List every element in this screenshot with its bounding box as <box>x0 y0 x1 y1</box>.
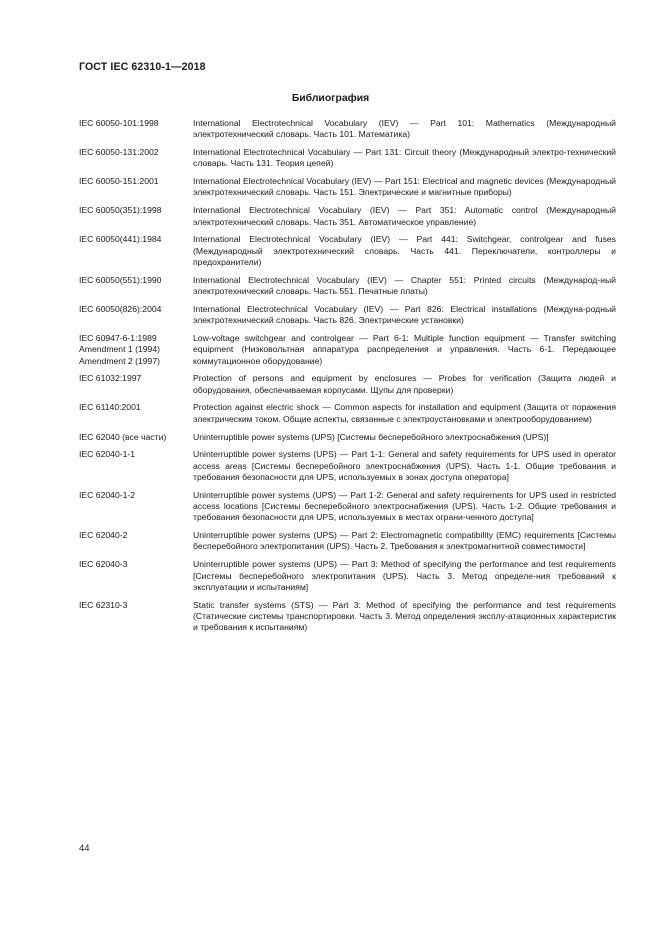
reference-code <box>79 559 193 593</box>
reference-code-line: IEC 61140:2001 <box>79 402 141 413</box>
reference-description: Uninterruptible power systems (UPS) — Part 3: Method of specifying the performance and test requirements [Системы бесперебойного электропитания (UPS). Часть 3. Метод определе-ния требований к эксплуатации и испытаниям] <box>193 559 616 592</box>
reference-code-line: IEC 62040-2 <box>79 530 128 541</box>
reference-code-line: IEC 60050(826):2004 <box>79 303 162 314</box>
bibliography-title: Библиография <box>291 93 370 104</box>
bibliography-entry <box>79 205 616 228</box>
reference-description: International Electrotechnical Vocabulary (IEV) — Part 826: Electrical installations (Междуна-родный электротехнический словарь. Часть 826. Электрические установки) <box>193 303 616 326</box>
bibliography-entry <box>79 304 616 327</box>
page-number: 44 <box>79 843 90 854</box>
bibliography-entry <box>79 432 616 443</box>
bibliography-entry <box>79 147 616 170</box>
reference-description: Uninterruptible power systems (UPS) [Системы бесперебойного электроснабжения (UPS)] <box>193 431 549 442</box>
reference-code <box>79 205 193 228</box>
reference-code <box>79 275 193 298</box>
reference-code <box>79 600 193 634</box>
reference-description: International Electrotechnical Vocabulary (IEV) — Part 351: Automatic control (Международный электротехнический словарь. Часть 351. Автоматическое управление) <box>193 205 616 227</box>
bibliography-entry <box>79 275 616 298</box>
reference-code <box>79 402 193 425</box>
reference-description: International Electrotechnical Vocabulary (IEV) — Part 151: Electrical and magnetic devices (Международный электротехнический словарь. Часть 151. Электрические и магнитные приборы) <box>193 176 616 198</box>
document-header: ГОСТ IEC 62310-1—2018 <box>79 61 206 73</box>
bibliography-entry <box>79 373 616 396</box>
reference-description: International Electrotechnical Vocabulary (IEV) — Part 441: Switchgear, controlgear and fuses (Международный электротехнический словарь. Часть 441. Переключатели, контроллеры и предохранители) <box>193 234 616 267</box>
bibliography-list <box>79 118 616 640</box>
bibliography-entry <box>79 402 616 425</box>
reference-code <box>79 176 193 199</box>
reference-code <box>79 530 193 553</box>
reference-code-line: IEC 60050-131:2002 <box>79 147 159 158</box>
reference-code <box>79 432 193 443</box>
reference-description: Low-voltage switchgear and controlgear — Part 6-1: Multiple function equipment — Transfer switching equipment (Низковольтная аппаратура распределения и управления. Часть 6-1. Передающее коммутационное оборудование) <box>193 332 616 366</box>
reference-code-line: IEC 60050(551):1990 <box>79 274 162 285</box>
reference-description: Uninterruptible power systems (UPS) — Part 1-2: General and safety requirements for UPS used in restricted access locations [Системы бесперебойного электроснабжения (UPS). Часть 1-2. Общие требования и требования безопасности для UPS, используемых в местах ограни-ченного доступа] <box>193 489 616 523</box>
bibliography-entry <box>79 559 616 593</box>
reference-code-line: IEC 62040-3 <box>79 559 128 570</box>
reference-code-line: IEC 60050(441):1984 <box>79 234 162 245</box>
reference-code <box>79 118 193 141</box>
reference-code-line: IEC 60050(351):1998 <box>79 205 162 216</box>
reference-code <box>79 333 193 367</box>
bibliography-entry <box>79 333 616 367</box>
bibliography-entry <box>79 234 616 268</box>
bibliography-entry <box>79 176 616 199</box>
bibliography-entry <box>79 530 616 553</box>
reference-code <box>79 490 193 524</box>
reference-code-line: IEC 60050-151:2001 <box>79 176 159 187</box>
reference-code-line: IEC 62040-1-2 <box>79 489 136 500</box>
bibliography-entry <box>79 490 616 524</box>
reference-description: Static transfer systems (STS) — Part 3: Method of specifying the performance and test requirements (Статические системы транспортировки. Часть 3. Метод определения эксплу-атационных характеристик и требования к испытаниям) <box>193 599 616 633</box>
reference-description: International Electrotechnical Vocabulary — Part 131: Circuit theory (Международный электро-технический словарь. Часть 131. Теория цепей) <box>193 147 616 169</box>
reference-code-line: IEC 62040 (все части) <box>79 431 167 442</box>
reference-code-line: Amendment 1 (1994) <box>79 344 161 355</box>
reference-description: Uninterruptible power systems (UPS) — Part 1-1: General and safety requirements for UPS used in operator access areas [Системы бесперебойного электроснабжения (UPS). Часть 1-1. Общие требования и требования безопасности для UPS, используемых в зонах доступа оператора] <box>193 449 616 482</box>
reference-code <box>79 234 193 268</box>
reference-code-line: IEC 61032:1997 <box>79 373 142 384</box>
reference-code <box>79 373 193 396</box>
reference-code <box>79 304 193 327</box>
reference-description: International Electrotechnical Vocabulary (IEV) — Chapter 551: Printed circuits (Международ-ный электротехнический словарь. Часть 551. Печатные платы) <box>193 274 616 297</box>
reference-description: Uninterruptible power systems (UPS) — Part 2: Electromagnetic compatibility (EMC) requirements [Системы бесперебойного электропитания (UPS). Часть 2. Требования к электромагнитной совместимости] <box>193 530 616 552</box>
reference-code-line: IEC 62310-3 <box>79 599 128 610</box>
reference-description: Protection against electric shock — Common aspects for installation and equipment (Защита от поражения электрическим током. Общие аспекты, связанные с электроустановками и электрооборудованием) <box>193 402 616 424</box>
bibliography-entry <box>79 118 616 141</box>
reference-code-line: IEC 60050-101:1998 <box>79 118 159 128</box>
bibliography-entry <box>79 600 616 634</box>
reference-description: International Electrotechnical Vocabulary (IEV) — Part 101: Mathematics (Международный электротехнический словарь. Часть 101. Математика) <box>193 118 616 140</box>
reference-code <box>79 147 193 170</box>
reference-code <box>79 449 193 483</box>
reference-code-line: IEC 62040-1-1 <box>79 449 136 460</box>
reference-description: Protection of persons and equipment by enclosures — Probes for verification (Защита людей и оборудования, обеспечиваемая корпусами. Щупы для проверки) <box>193 373 616 395</box>
reference-code-line: IEC 60947-6-1:1989 <box>79 332 157 343</box>
bibliography-entry <box>79 449 616 483</box>
reference-code-line: Amendment 2 (1997) <box>79 355 161 366</box>
